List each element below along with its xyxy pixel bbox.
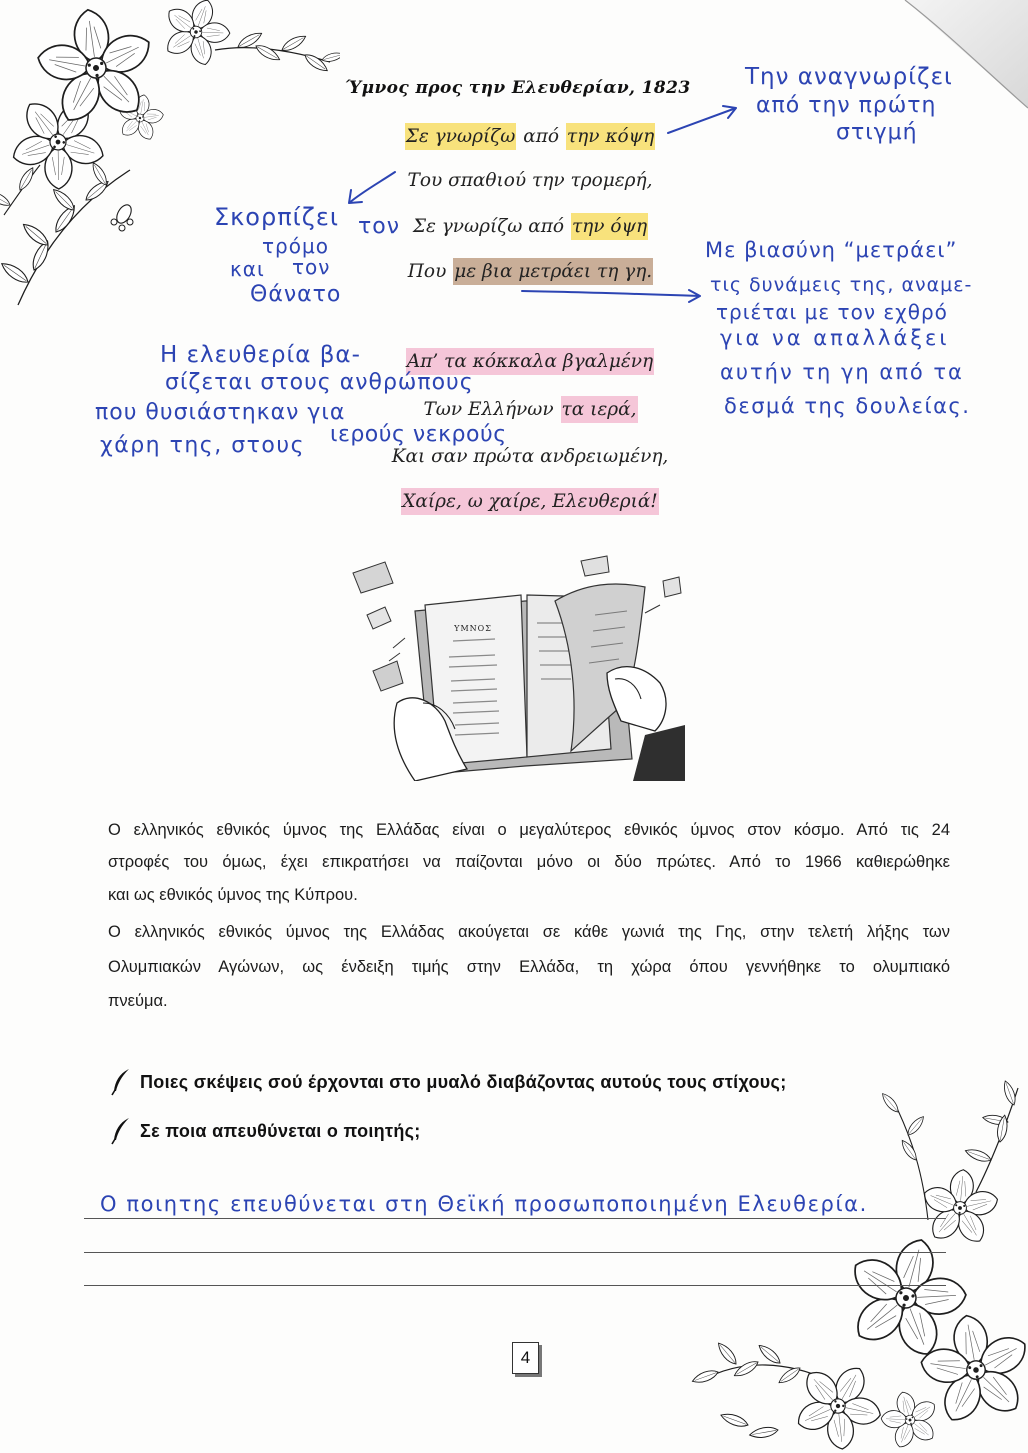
note-line: για να απαλλάξει — [720, 326, 950, 350]
note-line: και — [230, 257, 265, 281]
quill-icon — [108, 1068, 132, 1096]
note-line: Την αναγνωρίζει — [745, 64, 953, 90]
poem-segment: Του σπαθιού την τρομερή, — [407, 170, 653, 191]
poem-segment: με βια μετράει τη γη. — [453, 258, 653, 285]
poem-segment: την όψη — [571, 213, 648, 240]
info-line: πνεύμα. — [108, 992, 168, 1010]
note-line: σίζεται στους ανθρώπους — [165, 370, 474, 395]
question-text: Ποιες σκέψεις σού έρχονται στο μυαλό διαβάζοντας αυτούς τους στίχους; — [140, 1072, 787, 1092]
note-line: Σκορπίζει — [214, 203, 339, 231]
info-line: στροφές του όμως, έχει επικρατήσει να παίζονται μόνο οι δύο πρώτες. Από το 1966 καθιερώθηκε — [108, 853, 950, 871]
poem-line-7 — [330, 445, 730, 469]
answer-line — [84, 1252, 946, 1253]
open-book-illustration — [345, 553, 685, 781]
handwritten-arrows — [0, 0, 1028, 324]
note-line: αυτήν τη γη από τα — [720, 360, 964, 384]
note-line: τριέται με τον εχθρό — [716, 300, 948, 324]
poem-line-6 — [330, 398, 730, 422]
poem-segment: από — [517, 126, 565, 147]
underline-arrow-to-measure-note — [522, 290, 700, 302]
answer-line — [84, 1285, 946, 1286]
note-line: Με βιασύνη “μετράει” — [705, 238, 958, 262]
poem-segment: Χαίρε, ω χαίρε, Ελευθεριά! — [401, 488, 659, 515]
poem-segment: Που — [407, 261, 453, 282]
info-line: και ως εθνικός ύμνος της Κύπρου. — [108, 886, 358, 904]
question-text: Σε ποια απευθύνεται ο ποιητής; — [140, 1121, 421, 1141]
note-line: ιερούς νεκρούς — [330, 422, 507, 447]
poem-segment: Απ’ τα κόκκαλα βγαλμένη — [406, 348, 654, 375]
poem-segment: την κόψη — [566, 123, 655, 150]
quill-icon — [108, 1117, 132, 1145]
note-line: τρόμο — [262, 234, 329, 258]
note-line: Η ελευθερία βα- — [160, 342, 361, 368]
info-line: Ολυμπιακών Αγώνων, ως ένδειξη τιμής στην Ελλάδα, τη χώρα όπου γεννήθηκε το ολυμπιακό — [108, 958, 950, 976]
note-line: τον — [292, 255, 331, 279]
arrow-to-terror-note — [349, 172, 395, 203]
note-line: χάρη της, στους — [100, 433, 305, 458]
note-line: Θάνατο — [250, 282, 342, 307]
answer-line — [84, 1218, 946, 1219]
poem-segment: Και σαν πρώτα ανδρειωμένη, — [391, 446, 669, 467]
note-line: στιγμή — [836, 120, 918, 145]
floral-decoration-bottom-right — [688, 1080, 1028, 1453]
note-line: δεσμά της δουλείας. — [724, 394, 971, 418]
note-line: από την πρώτη — [756, 93, 937, 118]
poem-segment: Των Ελλήνων — [423, 399, 560, 420]
note-line: τον — [358, 214, 400, 239]
arrow-to-recognize-note — [668, 106, 736, 133]
poem-segment: Σε γνωρίζω από — [412, 216, 570, 237]
note-line: τις δυνάμεις της, αναμε- — [710, 274, 973, 296]
book-title-text: ΥΜΝΟΣ — [454, 624, 492, 633]
info-line: Ο ελληνικός εθνικός ύμνος της Ελλάδας ακούγεται σε κάθε γωνιά της Γης, στην τελετή λήξης των — [108, 923, 950, 941]
info-line: Ο ελληνικός εθνικός ύμνος της Ελλάδας είναι ο μεγαλύτερος εθνικός ύμνος στον κόσμο. Από τις 24 — [108, 821, 950, 839]
handwritten-answer: Ο ποιητης επευθύνεται στη Θεϊκή προσωποποιημένη Ελευθερία. — [100, 1192, 868, 1216]
poem-segment: τα ιερά, — [561, 396, 638, 423]
poem-line-8 — [330, 490, 730, 514]
poem-title: Ύμνος προς την Ελευθερίαν, 1823 — [345, 78, 691, 98]
poem-segment: Σε γνωρίζω — [405, 123, 517, 150]
page-number: 4 — [512, 1342, 539, 1374]
note-line: που θυσιάστηκαν για — [95, 400, 346, 425]
